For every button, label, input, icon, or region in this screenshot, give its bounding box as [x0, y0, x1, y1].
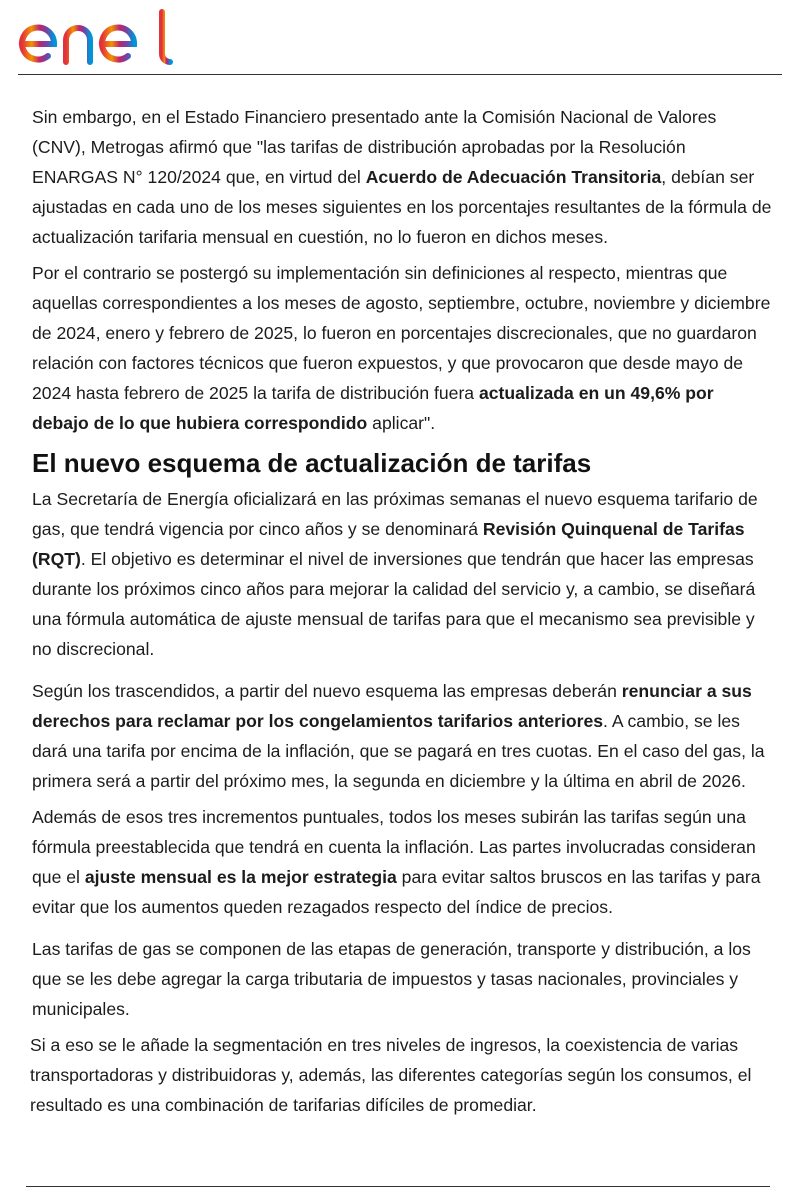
paragraph-segmentation: Si a eso se le añade la segmentación en tres niveles de ingresos, la coexistencia de varias transportadoras y distribuidoras y, además, las diferentes categorías según los consumos, el resultado es una combinación de tarifarias difíciles de promediar. [30, 1035, 752, 1115]
paragraph-monthly-adjustment: Además de esos tres incrementos puntuales, todos los meses subirán las tarifas según una fórmula preestablecida que tendrá en cuenta la inflación. Las partes involucradas consideran que el ajuste mensual es la mejor estrategia para evitar saltos bruscos en las tarifas y para evitar que los aumentos queden rezagados respecto del índice de precios. [32, 807, 761, 917]
footer-divider [26, 1186, 770, 1187]
paragraph-rqt: La Secretaría de Energía oficializará en las próximas semanas el nuevo esquema tarifario de gas, que tendrá vigencia por cinco años y se denominará Revisión Quinquenal de Tarifas (RQT). El objetivo es determinar el nivel de inversiones que tendrán que hacer las empresas durante los próximos cinco años para mejorar la calidad del servicio y, a cambio, se diseñará una fórmula automática de ajuste mensual de tarifas para que el mecanismo sea previsible y no discrecional. [32, 489, 758, 659]
paragraph-postponement: Por el contrario se postergó su implementación sin definiciones al respecto, mientras que aquellas correspondientes a los meses de agosto, septiembre, octubre, noviembre y diciembre de 2024, enero y febrero de 2025, lo fueron en porcentajes discrecionales, que no guardaron relación con factores técnicos que fueron expuestos, y que provocaron que desde mayo de 2024 hasta febrero de 2025 la tarifa de distribución fuera actualizada en un 49,6% por debajo de lo que hubiera correspondido aplicar". [32, 263, 771, 433]
paragraph-tariff-components: Las tarifas de gas se componen de las etapas de generación, transporte y distribución, a los que se les debe agregar la carga tributaria de impuestos y tasas nacionales, provinciales y municipales. [32, 939, 751, 1019]
header-divider [18, 74, 782, 75]
article-body [32, 102, 772, 1126]
paragraph-renounce-rights: Según los trascendidos, a partir del nuevo esquema las empresas deberán renunciar a sus derechos para reclamar por los congelamientos tarifarios anteriores. A cambio, se les dará una tarifa por encima de la inflación, que se pagará en tres cuotas. En el caso del gas, la primera será a partir del próximo mes, la segunda en diciembre y la última en abril de 2026. [32, 681, 765, 791]
section-heading: El nuevo esquema de actualización de tarifas [32, 448, 592, 478]
paragraph-cnv-statement: Sin embargo, en el Estado Financiero presentado ante la Comisión Nacional de Valores (CNV), Metrogas afirmó que "las tarifas de distribución aprobadas por la Resolución ENARGAS N° 120/2024 que, en virtud del Acuerdo de Adecuación Transitoria, debían ser ajustadas en cada uno de los meses siguientes en los porcentajes resultantes de la fórmula de actualización tarifaria mensual en cuestión, no lo fueron en dichos meses. [32, 107, 772, 247]
enel-logo[interactable] [16, 6, 176, 70]
page-header [0, 0, 800, 76]
